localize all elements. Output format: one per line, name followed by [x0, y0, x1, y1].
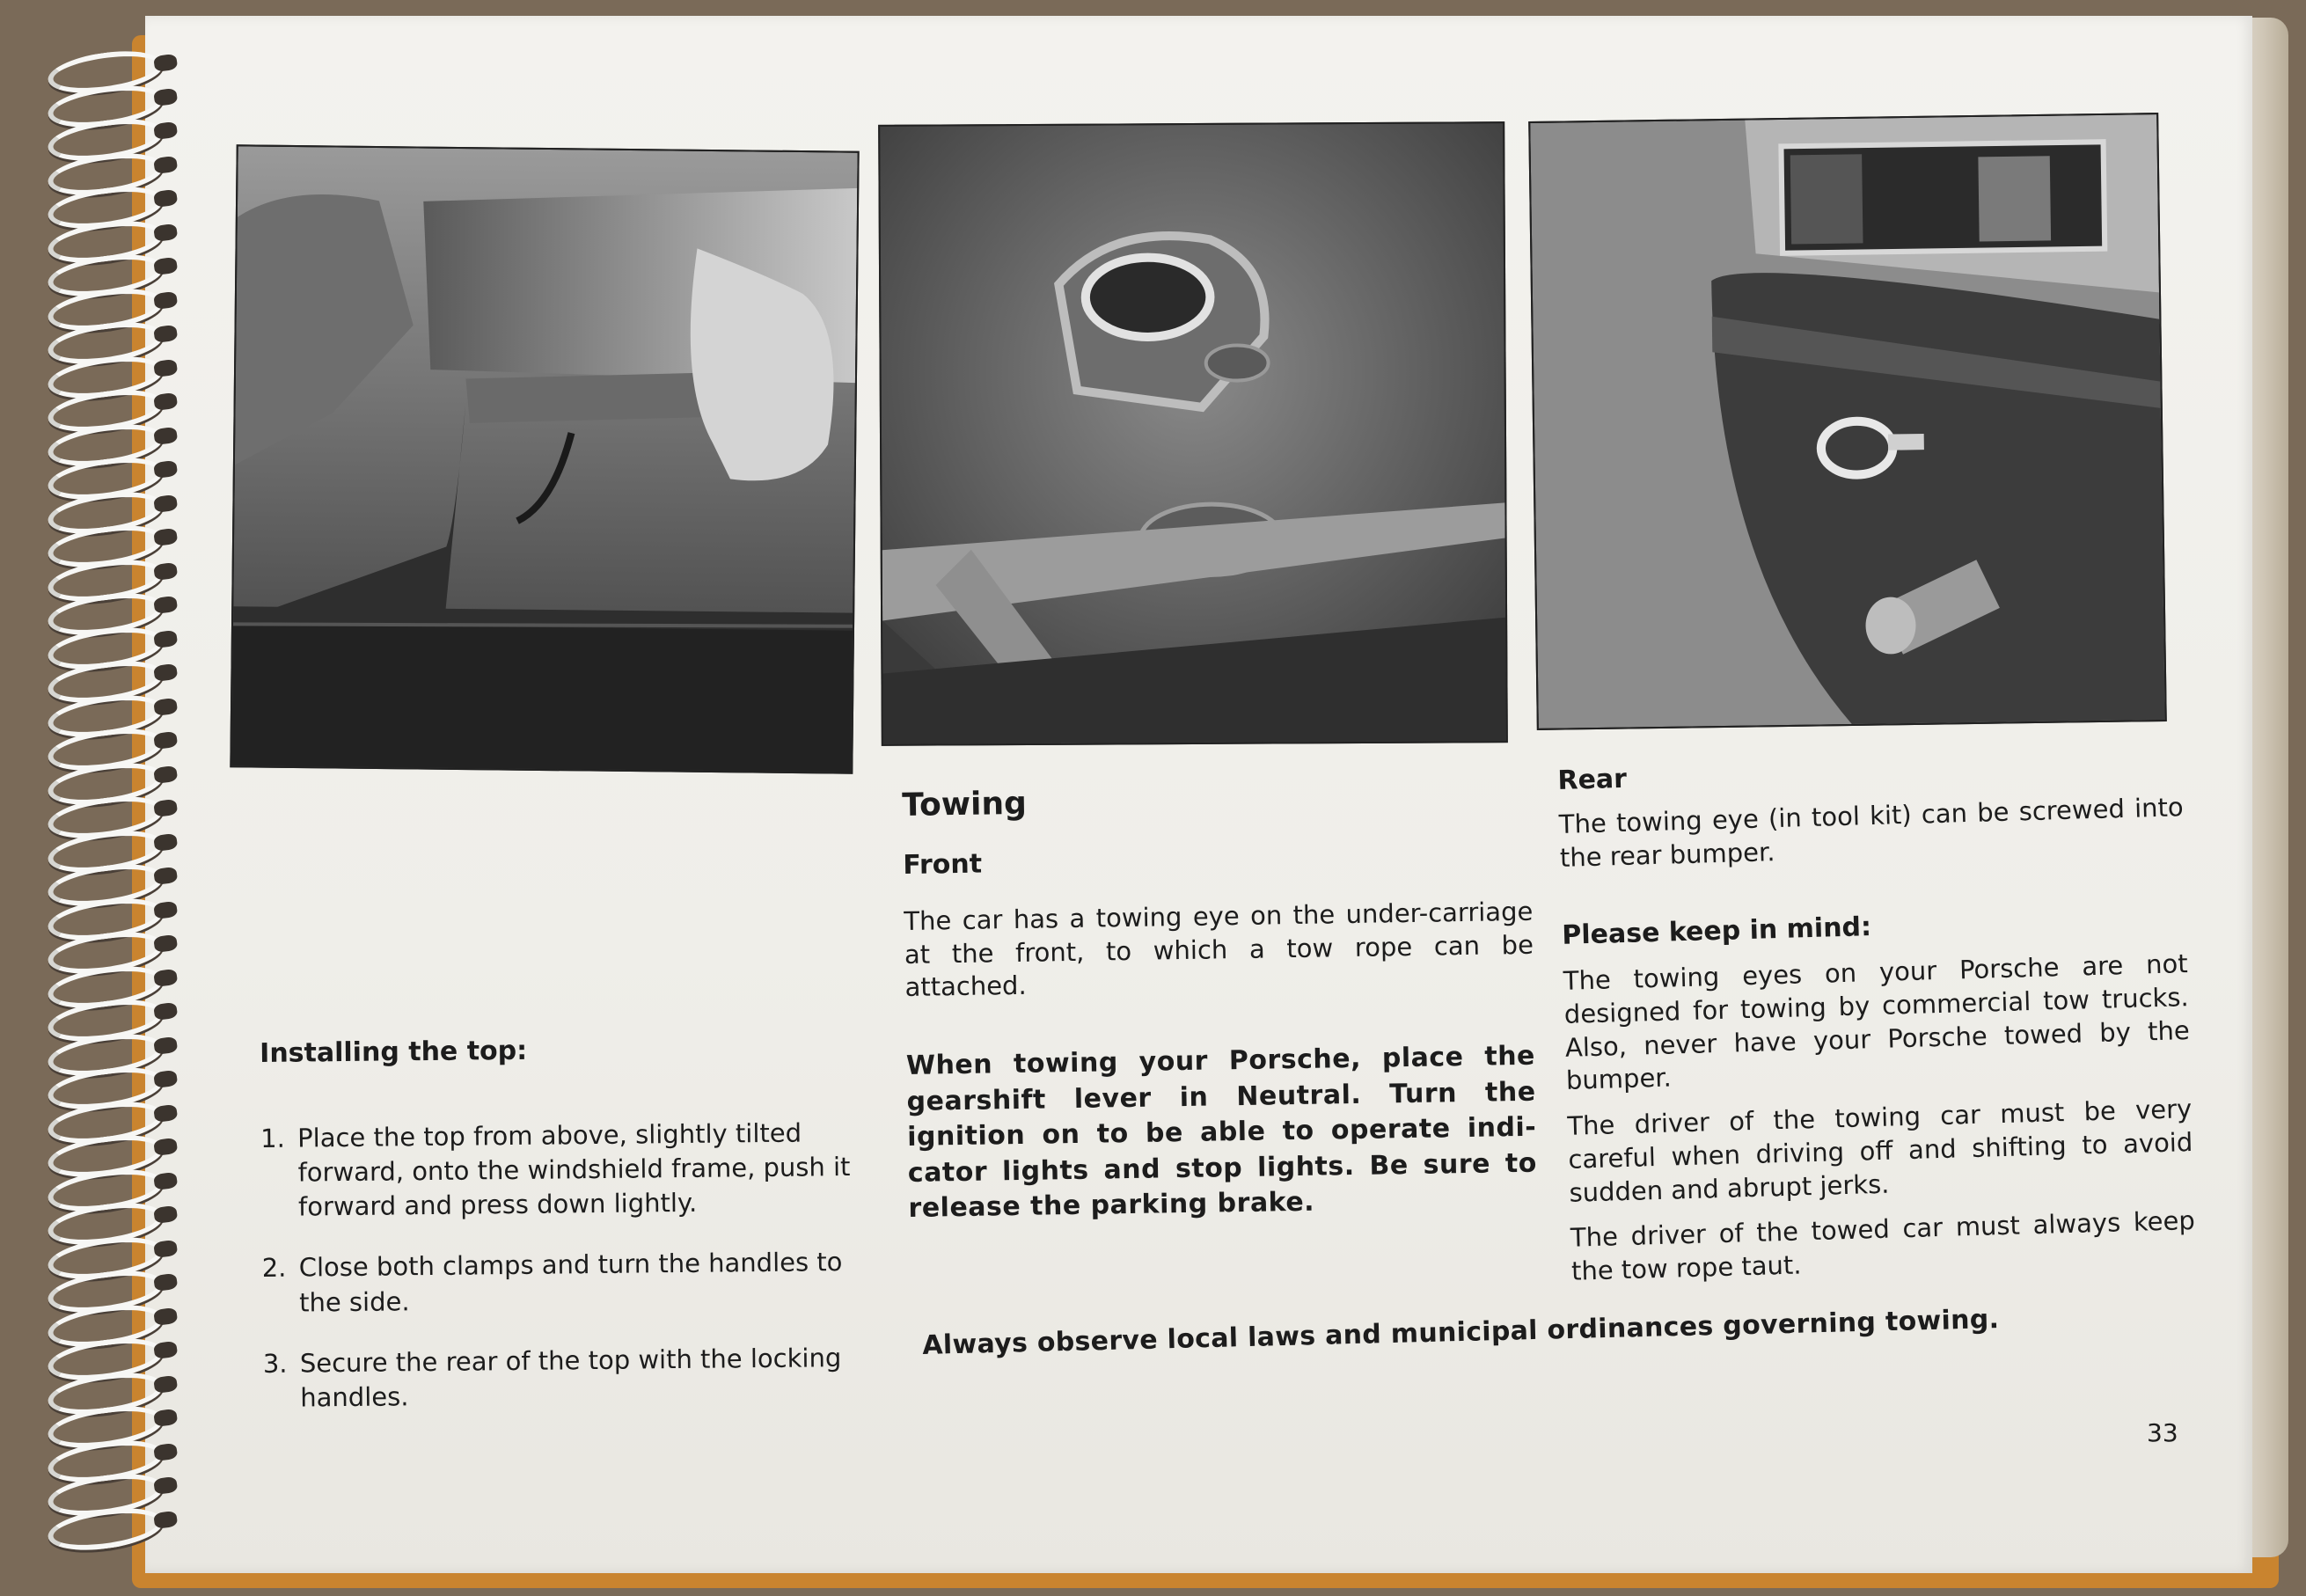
spiral-binding: [35, 53, 167, 1566]
page-number: 33: [2147, 1418, 2178, 1447]
step-number: 2.: [261, 1253, 287, 1284]
installing-top-section: [260, 1032, 880, 1442]
rear-heading: Rear: [1557, 763, 1628, 796]
towing-warning: When towing your Porsche, place the gearshift lever in Neutral. Turn the ignition on to be able to operate indi-cator lights and stop lights. Be sure to release the parking brake.: [905, 1040, 1538, 1225]
keep-in-mind-paragraph: The towing eyes on your Porsche are not designed for towing by commercial tow trucks. Also, never have your Porsche towed by the bumper.: [1563, 948, 2191, 1096]
photo-front-towing-eye: [878, 121, 1508, 746]
step-text: Close both clamps and turn the handles to the side.: [298, 1247, 843, 1318]
photo-rear-towing-eye: [1528, 113, 2167, 730]
step-number: 3.: [262, 1348, 288, 1379]
step-text: Secure the rear of the top with the locking handles.: [299, 1342, 842, 1413]
step-item: [262, 1245, 879, 1321]
front-text: The car has a towing eye on the under-carriage at the front, to which a tow rope can be attached.: [904, 896, 1534, 1003]
photo-installing-top: [230, 144, 859, 773]
front-heading: Front: [903, 848, 983, 881]
step-item: [263, 1340, 880, 1416]
keep-in-mind-heading: Please keep in mind:: [1561, 911, 1872, 952]
installing-top-steps: [260, 1116, 879, 1416]
towing-heading: Towing: [902, 785, 1028, 824]
rear-text: The towing eye (in tool kit) can be screwed into the rear bumper.: [1558, 792, 2185, 873]
step-number: 1.: [260, 1123, 286, 1153]
towing-footer-note: Always observe local laws and municipal ordinances governing towing.: [922, 1304, 2000, 1361]
installing-top-heading: Installing the top:: [260, 1035, 528, 1069]
towing-front-section: [902, 778, 1538, 1227]
step-item: [260, 1116, 877, 1226]
towing-rear-section: [1557, 748, 2197, 1300]
step-text: Place the top from above, slightly tilted forward, onto the windshield frame, push it forward and press down lightly.: [297, 1117, 851, 1222]
keep-in-mind-paragraph: The driver of the towing car must be very careful when driving off and shifting to avoid sudden and abrupt jerks.: [1566, 1094, 2193, 1208]
keep-in-mind-paragraph: The driver of the towed car must always keep the tow rope taut.: [1570, 1205, 2196, 1286]
